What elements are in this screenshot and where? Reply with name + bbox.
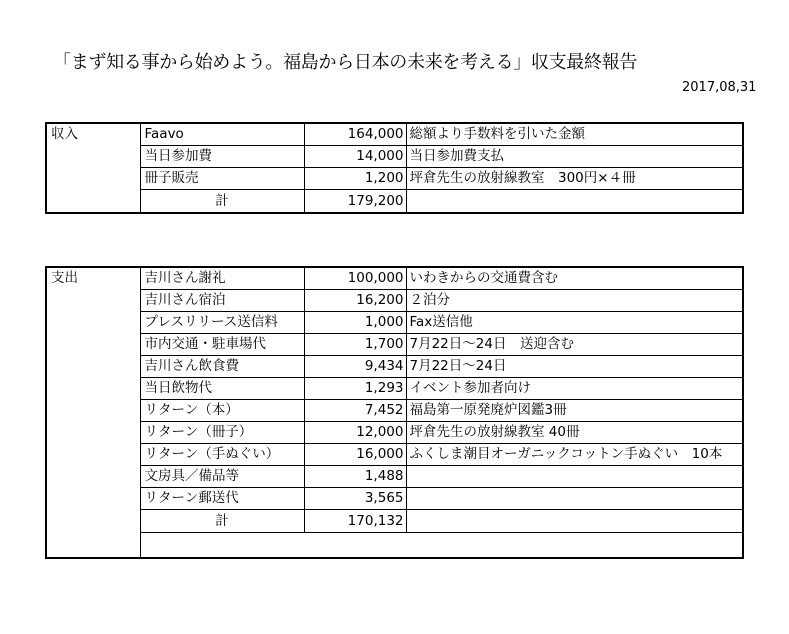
expense-note — [406, 488, 743, 510]
expense-item-name: 文房具／備品等 — [140, 466, 304, 488]
income-table — [45, 122, 744, 214]
expense-amount: 9,434 — [304, 356, 406, 378]
expense-row — [46, 444, 743, 466]
expense-amount: 7,452 — [304, 400, 406, 422]
expense-row — [46, 356, 743, 378]
report-title: 「まず知る事から始めよう。福島から日本の未来を考える」収支最終報告 — [53, 52, 638, 73]
expense-row — [46, 488, 743, 510]
income-row — [46, 123, 743, 146]
expense-amount: 100,000 — [304, 267, 406, 290]
expense-note: いわきからの交通費含む — [406, 267, 743, 290]
expense-note — [406, 466, 743, 488]
expense-row — [46, 400, 743, 422]
expense-note: 7月22日～24日 送迎含む — [406, 334, 743, 356]
expense-row — [46, 378, 743, 400]
expense-amount: 1,700 — [304, 334, 406, 356]
income-total-note — [406, 190, 743, 214]
expense-total-label: 計 — [140, 510, 304, 533]
income-note: 総額より手数料を引いた金額 — [406, 123, 743, 146]
income-category-label: 収入 — [46, 123, 140, 213]
income-amount: 1,200 — [304, 168, 406, 190]
expense-blank-row — [46, 533, 743, 559]
expense-amount: 1,488 — [304, 466, 406, 488]
expense-note: 福島第一原発廃炉図鑑3冊 — [406, 400, 743, 422]
expense-item-name: 当日飲物代 — [140, 378, 304, 400]
expense-item-name: 市内交通・駐車場代 — [140, 334, 304, 356]
income-amount: 164,000 — [304, 123, 406, 146]
expense-table — [45, 266, 744, 559]
expense-note: Fax送信他 — [406, 312, 743, 334]
expense-note: 坪倉先生の放射線教室 40冊 — [406, 422, 743, 444]
report-date: 2017,08,31 — [682, 80, 757, 95]
income-amount: 14,000 — [304, 146, 406, 168]
expense-amount: 1,293 — [304, 378, 406, 400]
expense-category-label: 支出 — [46, 267, 140, 558]
expense-body — [46, 267, 743, 558]
expense-blank-cell — [140, 533, 743, 559]
expense-item-name: 吉川さん宿泊 — [140, 290, 304, 312]
expense-item-name: リターン（冊子） — [140, 422, 304, 444]
income-total-amount: 179,200 — [304, 190, 406, 214]
expense-row — [46, 290, 743, 312]
expense-row — [46, 466, 743, 488]
expense-note: ふくしま潮目オーガニックコットン手ぬぐい 10本 — [406, 444, 743, 466]
expense-item-name: プレスリリース送信料 — [140, 312, 304, 334]
expense-item-name: 吉川さん飲食費 — [140, 356, 304, 378]
expense-total-amount: 170,132 — [304, 510, 406, 533]
expense-row — [46, 312, 743, 334]
income-body — [46, 123, 743, 213]
expense-item-name: リターン（手ぬぐい） — [140, 444, 304, 466]
expense-item-name: 吉川さん謝礼 — [140, 267, 304, 290]
income-item-name: 当日参加費 — [140, 146, 304, 168]
expense-amount: 3,565 — [304, 488, 406, 510]
income-total-row — [46, 190, 743, 214]
expense-note: イベント参加者向け — [406, 378, 743, 400]
income-note: 坪倉先生の放射線教室 300円×４冊 — [406, 168, 743, 190]
expense-amount: 16,200 — [304, 290, 406, 312]
expense-row — [46, 334, 743, 356]
expense-row — [46, 267, 743, 290]
expense-amount: 12,000 — [304, 422, 406, 444]
income-item-name: 冊子販売 — [140, 168, 304, 190]
expense-amount: 16,000 — [304, 444, 406, 466]
expense-total-note — [406, 510, 743, 533]
expense-amount: 1,000 — [304, 312, 406, 334]
expense-total-row — [46, 510, 743, 533]
income-row — [46, 146, 743, 168]
income-note: 当日参加費支払 — [406, 146, 743, 168]
expense-note: ２泊分 — [406, 290, 743, 312]
expense-item-name: リターン郵送代 — [140, 488, 304, 510]
income-item-name: Faavo — [140, 123, 304, 146]
expense-row — [46, 422, 743, 444]
income-row — [46, 168, 743, 190]
income-total-label: 計 — [140, 190, 304, 214]
expense-note: 7月22日～24日 — [406, 356, 743, 378]
expense-item-name: リターン（本） — [140, 400, 304, 422]
